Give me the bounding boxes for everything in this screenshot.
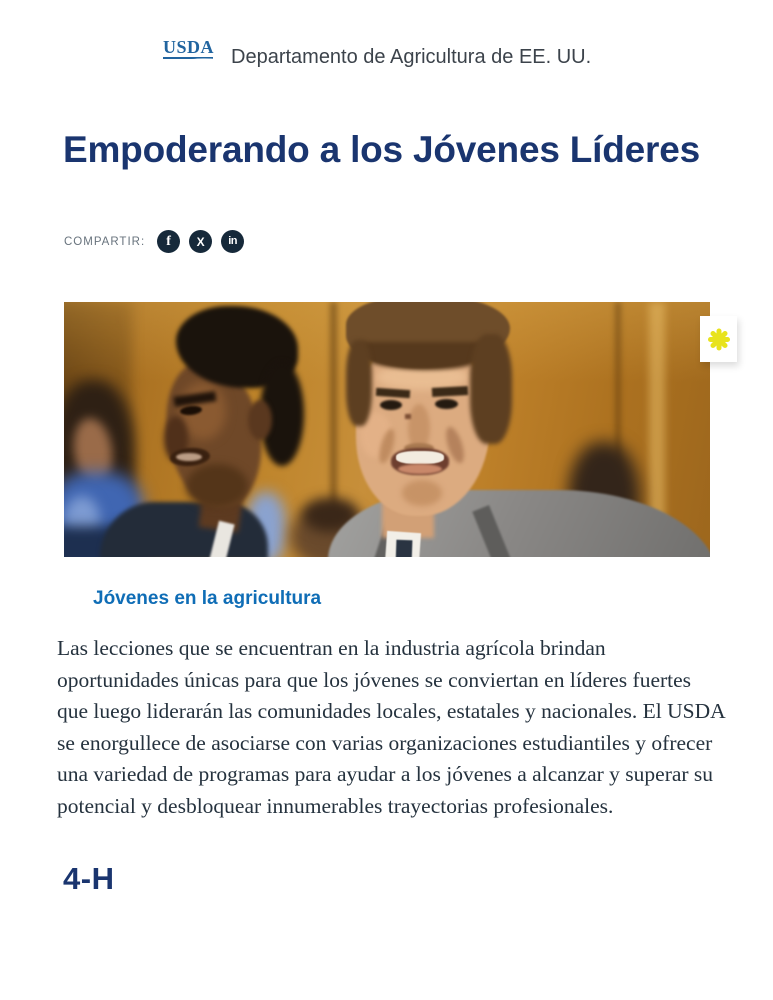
photo-shape [402, 480, 442, 506]
agency-name: Departamento de Agricultura de EE. UU. [231, 46, 592, 68]
asterisk-icon [707, 327, 731, 351]
photo-shape [398, 464, 442, 474]
linkedin-glyph: in [228, 235, 238, 247]
photo-shape [186, 464, 248, 508]
image-credit-badge[interactable] [700, 316, 737, 362]
hero-photo [64, 302, 710, 557]
facebook-glyph: f [166, 233, 171, 249]
usda-logo-text: USDA [163, 37, 215, 57]
share-row [64, 230, 253, 253]
usda-home-link[interactable] [163, 38, 591, 69]
hero [64, 302, 710, 557]
photo-shape [470, 334, 512, 444]
photo-shape [396, 540, 413, 557]
photo-shape [346, 340, 372, 426]
article-body: Las lecciones que se encuentran en la industria agrícola brindan oportunidades únicas para que los jóvenes se conviertan en líderes fuertes que luego liderarán las comunidades locales, estatales y nacionales. El USDA se enorgullece de asociarse con varias organizaciones estudiantiles y ofrecer una variedad de programas para ayudar a los jóvenes a alcanzar y superar su potencial y desbloquear innumerables trayectorias profesionales. [57, 636, 725, 818]
photo-shape [176, 453, 202, 461]
x-twitter-icon[interactable] [189, 230, 212, 253]
share-label: COMPARTIR: [64, 235, 146, 248]
photo-shape [396, 451, 444, 464]
photo-shape [248, 400, 272, 440]
linkedin-icon[interactable] [221, 230, 244, 253]
photo-caption-link[interactable]: Jóvenes en la agricultura [93, 588, 322, 609]
photo-shape [405, 414, 411, 419]
photo-shape [432, 386, 468, 397]
usda-logo [163, 38, 213, 59]
section-heading-4h: 4-H [63, 861, 115, 896]
page-title: Empoderando a los Jóvenes Líderes [63, 129, 700, 170]
facebook-icon[interactable] [157, 230, 180, 253]
x-twitter-glyph: X [196, 234, 205, 249]
photo-shape [100, 502, 268, 557]
photo-shape [380, 400, 402, 410]
photo-shape [435, 399, 458, 409]
